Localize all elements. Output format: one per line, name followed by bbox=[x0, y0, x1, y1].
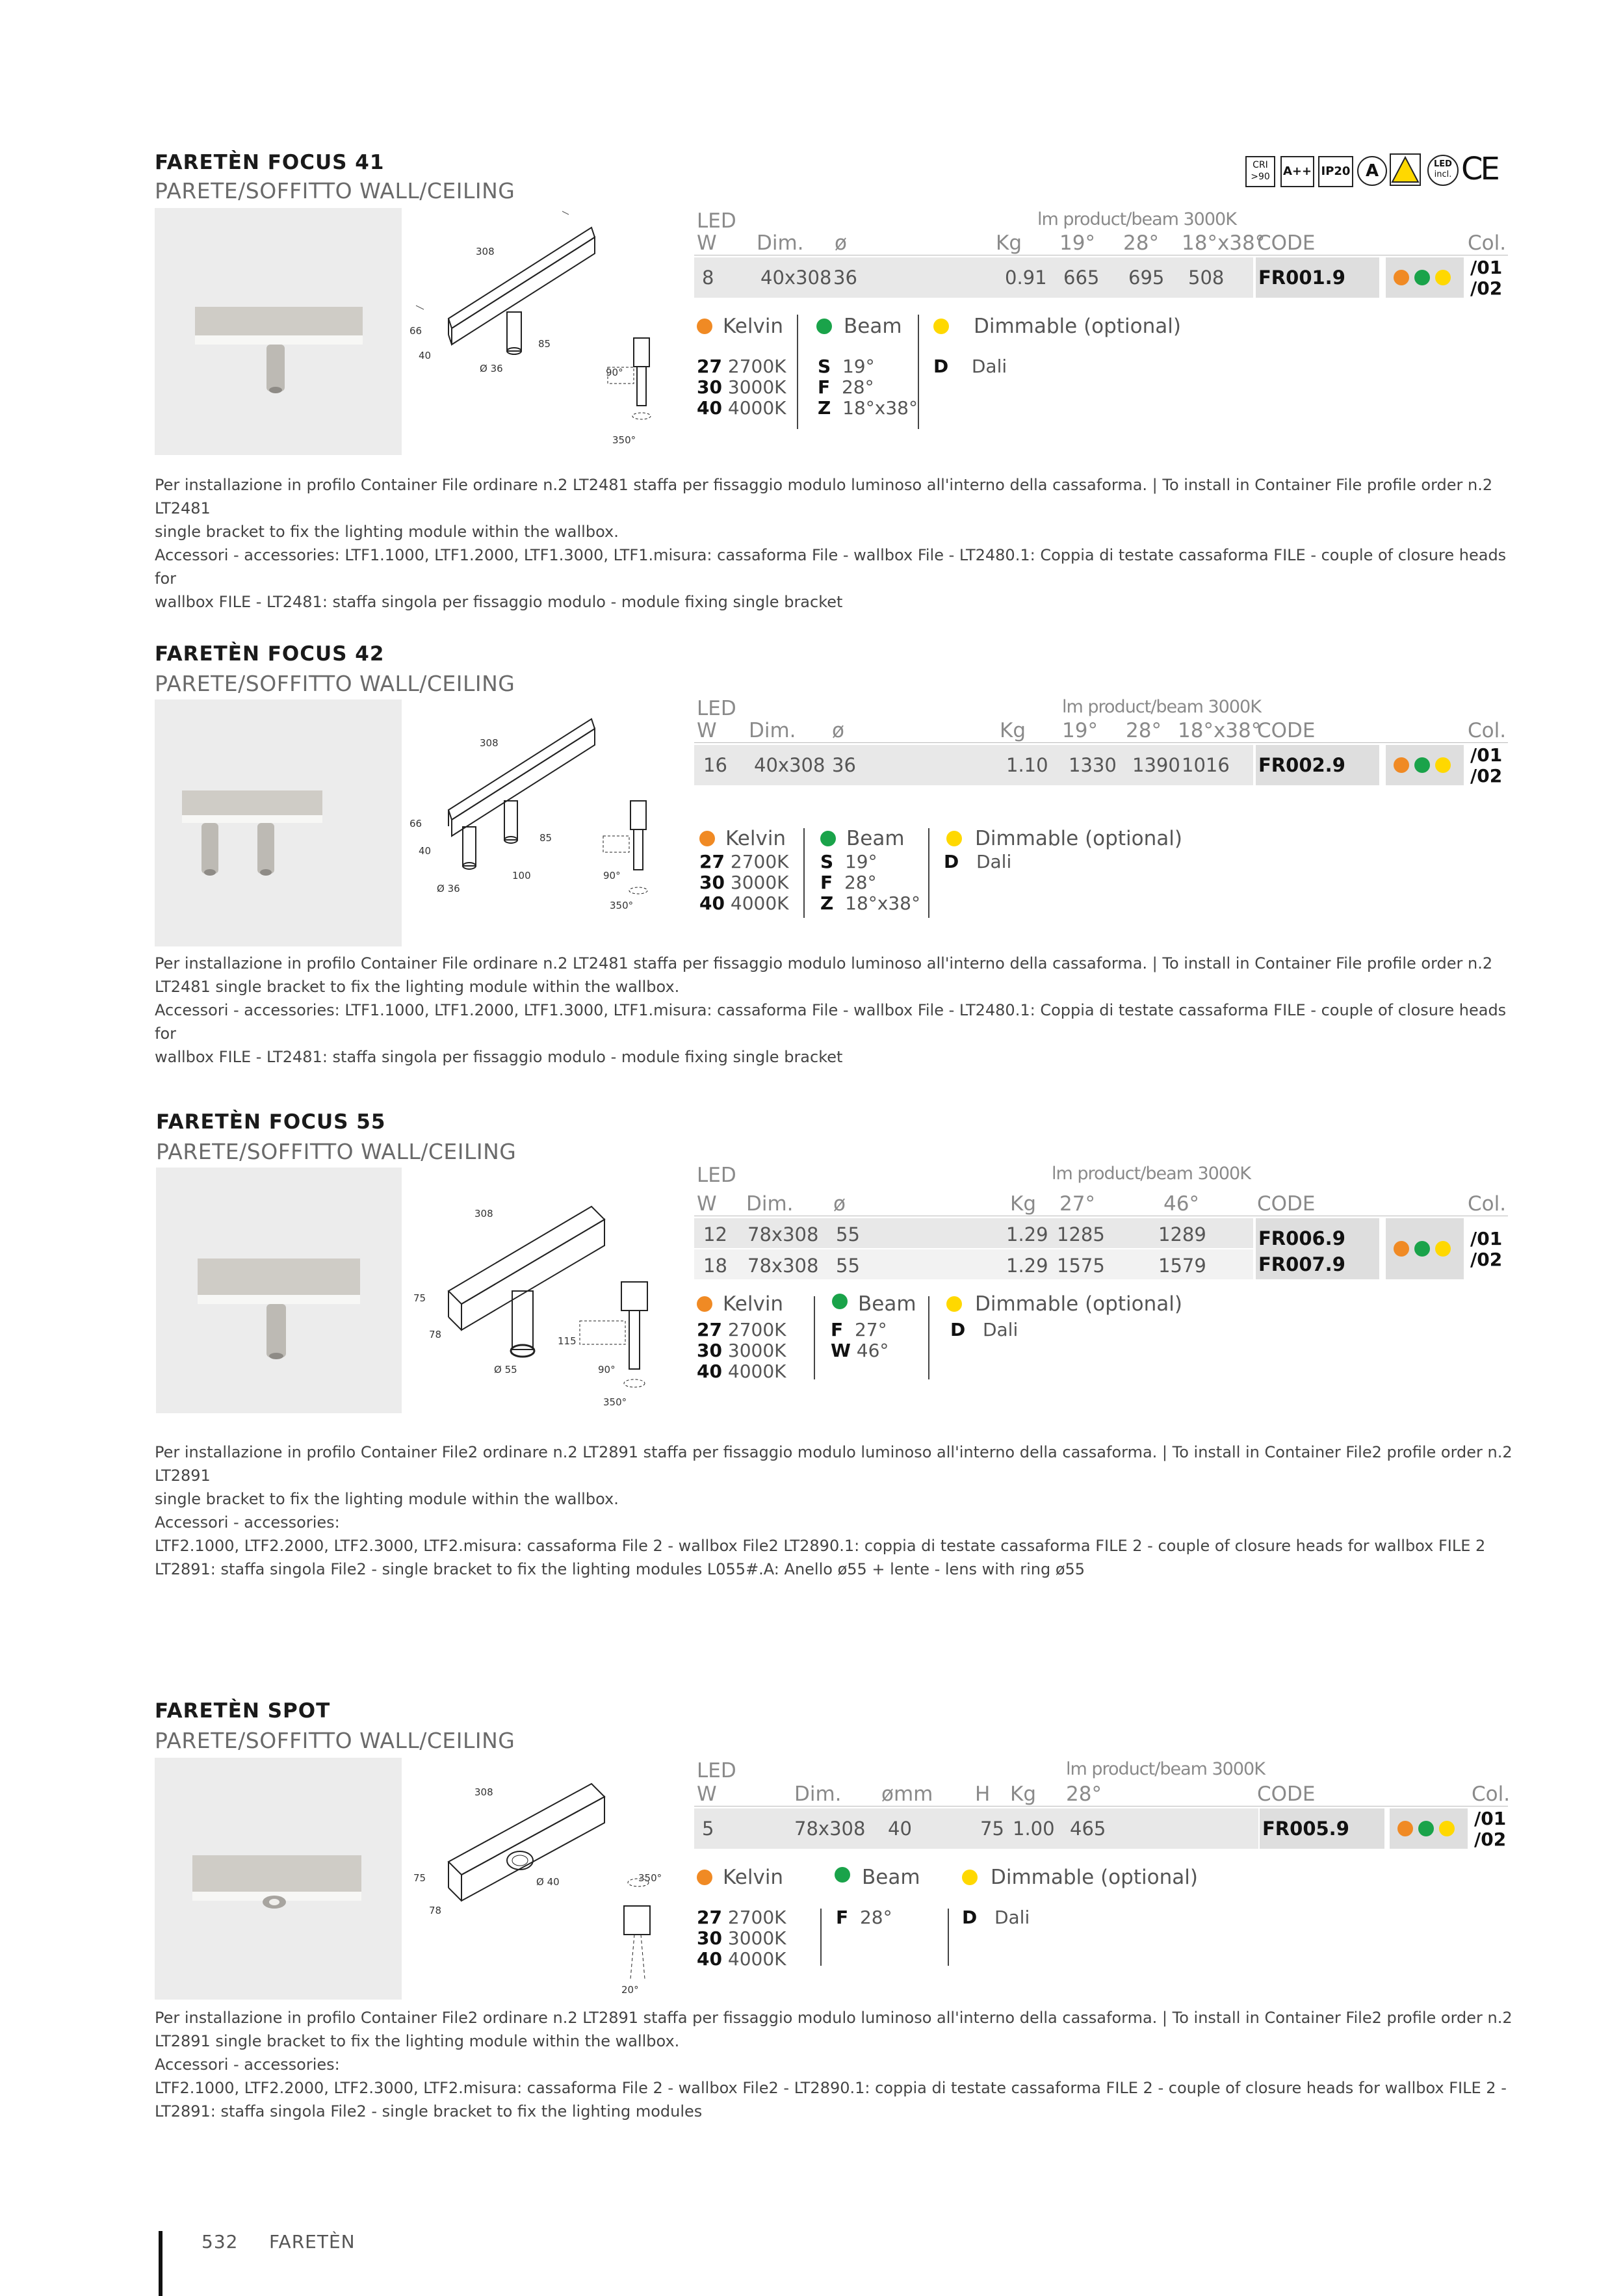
kelvin-option: 30 3000K bbox=[697, 1340, 786, 1361]
dim-depth: 40 bbox=[419, 845, 432, 857]
col-code: CODE bbox=[1257, 1782, 1316, 1806]
energy-class-badge: A++ bbox=[1280, 156, 1314, 187]
dim-rotation: 350° bbox=[610, 900, 634, 911]
cell-lm-2: 695 bbox=[1128, 267, 1165, 289]
yellow-dot bbox=[1435, 757, 1451, 773]
note-line: Accessori - accessories: bbox=[155, 1513, 340, 1532]
col-02: /02 bbox=[1470, 1249, 1503, 1270]
cell-lm-1: 465 bbox=[1070, 1818, 1106, 1840]
beam-option: W 46° bbox=[831, 1340, 889, 1361]
col-diameter: ø bbox=[832, 719, 844, 742]
dim-length: 308 bbox=[480, 737, 499, 749]
yellow-dot bbox=[1439, 1821, 1455, 1836]
kelvin-option: 30 3000K bbox=[697, 1927, 786, 1949]
dim-height: 66 bbox=[409, 325, 422, 337]
col-02: /02 bbox=[1470, 765, 1503, 787]
led-included-icon bbox=[1427, 155, 1459, 186]
note-line: Per installazione in profilo Container File2 ordinare n.2 LT2891 staffa per fissaggio modulo luminoso all'interno della cassaforma. | To install in Container File2 profile order n.2 bbox=[155, 2009, 1513, 2027]
col-w: W bbox=[697, 1192, 717, 1216]
ip-rating-badge: IP20 bbox=[1318, 156, 1353, 187]
cell-lm-1: 1330 bbox=[1069, 754, 1117, 776]
installation-note bbox=[155, 1441, 1520, 1581]
kelvin-option: 40 4000K bbox=[697, 1948, 786, 1970]
col-col: Col. bbox=[1472, 1782, 1511, 1806]
beam-option: S 19° bbox=[818, 356, 875, 377]
col-beam-3: 18°x38° bbox=[1182, 231, 1266, 255]
led-label: LED bbox=[1434, 159, 1452, 169]
note-line: LTF2.1000, LTF2.2000, LTF2.3000, LTF2.misura: cassaforma File 2 - wallbox File2 - LT2890.1: coppia di testate cassaforma FILE 2 - couple of closure heads for wallbox FILE 2 - bbox=[155, 2079, 1507, 2097]
product-render bbox=[155, 208, 402, 455]
dimmable-options bbox=[933, 356, 1007, 377]
dimmable-label: Dimmable (optional) bbox=[991, 1866, 1198, 1889]
dim-length: 308 bbox=[474, 1208, 493, 1220]
dim-tilt: 90° bbox=[603, 870, 621, 881]
note-line: Per installazione in profilo Container File ordinare n.2 LT2481 staffa per fissaggio modulo luminoso all'interno della cassaforma. | To install in Container File profile order n.2 LT2481 bbox=[155, 476, 1493, 517]
technical-drawing bbox=[403, 1758, 676, 2005]
col-diameter: ø bbox=[835, 231, 847, 255]
led-header: LED bbox=[697, 1759, 736, 1782]
led-header: LED bbox=[697, 1164, 736, 1187]
beam-option: F 28° bbox=[820, 872, 877, 893]
dimmable-dot bbox=[962, 1870, 978, 1885]
note-line: single bracket to fix the lighting module within the wallbox. bbox=[155, 523, 619, 541]
dim-spot-height: 115 bbox=[558, 1335, 577, 1347]
dim-depth: 78 bbox=[429, 1905, 442, 1916]
cell-w: 12 bbox=[703, 1223, 727, 1246]
product-subtitle: PARETE/SOFFITTO WALL/CEILING bbox=[156, 1139, 517, 1164]
dim-diameter: Ø 55 bbox=[494, 1364, 517, 1376]
dimmable-option: D Dali bbox=[933, 356, 1007, 377]
col-beam-2: 28° bbox=[1126, 719, 1162, 742]
product-title: FARETÈN SPOT bbox=[155, 1699, 331, 1723]
col-01: /01 bbox=[1470, 257, 1503, 278]
lm-header: lm product/beam 3000K bbox=[1066, 1759, 1265, 1779]
beam-dot bbox=[816, 319, 832, 334]
cell-dim: 40x308 bbox=[760, 267, 832, 289]
col-w: W bbox=[697, 1782, 717, 1806]
dimmable-label: Dimmable (optional) bbox=[974, 315, 1181, 338]
led-header: LED bbox=[697, 697, 736, 720]
col-kg: Kg bbox=[1010, 1782, 1037, 1806]
cell-dim: 78x308 bbox=[794, 1818, 866, 1840]
cell-diameter: 36 bbox=[833, 267, 857, 289]
kelvin-options bbox=[697, 1320, 786, 1382]
col-dim: Dim. bbox=[746, 1192, 794, 1216]
product-subtitle: PARETE/SOFFITTO WALL/CEILING bbox=[155, 671, 515, 696]
col-col: Col. bbox=[1468, 719, 1507, 742]
dimmable-dot bbox=[946, 831, 962, 846]
divider bbox=[803, 828, 805, 918]
green-dot bbox=[1414, 1241, 1430, 1257]
col-01: /01 bbox=[1470, 744, 1503, 766]
table-row bbox=[694, 1808, 1258, 1849]
cell-lm-1: 665 bbox=[1063, 267, 1100, 289]
dim-diameter: Ø 36 bbox=[437, 883, 460, 894]
kelvin-dot bbox=[699, 831, 715, 846]
note-line: Accessori - accessories: bbox=[155, 2055, 340, 2074]
kelvin-dot bbox=[697, 319, 712, 334]
dimmable-option: D Dali bbox=[944, 851, 1012, 872]
col-w: W bbox=[697, 231, 717, 255]
lm-header: lm product/beam 3000K bbox=[1062, 697, 1261, 717]
col-beam-3: 18°x38° bbox=[1178, 719, 1262, 742]
dim-tilt: 90° bbox=[598, 1364, 616, 1376]
col-dim: Dim. bbox=[749, 719, 796, 742]
technical-drawing bbox=[403, 699, 663, 933]
note-line: LT2481 single bracket to fix the lighting module within the wallbox. bbox=[155, 978, 680, 996]
cell-lm-2: 1289 bbox=[1158, 1223, 1206, 1246]
dim-diameter: Ø 40 bbox=[536, 1876, 560, 1888]
note-line: single bracket to fix the lighting module within the wallbox. bbox=[155, 1490, 619, 1508]
beam-label: Beam bbox=[862, 1866, 920, 1889]
beam-label: Beam bbox=[846, 827, 905, 850]
col-kg: Kg bbox=[1010, 1192, 1037, 1216]
product-code: FR002.9 bbox=[1256, 745, 1379, 785]
header-divider bbox=[694, 742, 1508, 743]
cell-w: 5 bbox=[702, 1818, 714, 1840]
divider bbox=[918, 315, 919, 429]
product-render bbox=[155, 1758, 402, 2000]
col-beam-2: 28° bbox=[1123, 231, 1159, 255]
product-photo bbox=[155, 1758, 402, 2000]
beam-option: F 27° bbox=[831, 1319, 887, 1340]
beam-option: F 28° bbox=[836, 1907, 892, 1928]
divider bbox=[948, 1909, 949, 1966]
color-dots bbox=[1386, 745, 1464, 785]
installation-note bbox=[155, 473, 1520, 614]
green-dot bbox=[1414, 270, 1430, 285]
beam-option: Z 18°x38° bbox=[820, 893, 920, 914]
col-01: /01 bbox=[1474, 1808, 1507, 1829]
cell-lm-1: 1285 bbox=[1057, 1223, 1105, 1246]
product-code: FR007.9 bbox=[1258, 1253, 1345, 1275]
dimmable-option: D Dali bbox=[950, 1319, 1019, 1340]
note-line: Per installazione in profilo Container File ordinare n.2 LT2481 staffa per fissaggio modulo luminoso all'interno della cassaforma. | To install in Container File profile order n.2 bbox=[155, 954, 1493, 972]
product-photo bbox=[156, 1168, 402, 1413]
kelvin-dot bbox=[697, 1296, 712, 1312]
dimmable-options bbox=[944, 852, 1011, 872]
beam-dot bbox=[832, 1294, 848, 1309]
dim-length: 308 bbox=[474, 1786, 493, 1798]
section-name: FARETÈN bbox=[269, 2231, 356, 2252]
kelvin-label: Kelvin bbox=[723, 1866, 784, 1889]
col-kg: Kg bbox=[1000, 719, 1026, 742]
beam-options bbox=[820, 852, 920, 914]
dim-depth: 78 bbox=[429, 1329, 442, 1340]
led-header: LED bbox=[697, 209, 736, 233]
col-diameter: ømm bbox=[881, 1782, 933, 1806]
note-line: wallbox FILE - LT2481: staffa singola per fissaggio modulo - module fixing single bracket bbox=[155, 593, 843, 611]
a-circle-icon: A bbox=[1357, 156, 1387, 186]
dim-length: 308 bbox=[476, 246, 495, 257]
lm-header: lm product/beam 3000K bbox=[1052, 1164, 1251, 1184]
cell-w: 16 bbox=[703, 754, 727, 776]
product-code-column bbox=[1256, 1218, 1379, 1279]
orange-dot bbox=[1394, 757, 1409, 773]
note-line: LTF2.1000, LTF2.2000, LTF2.3000, LTF2.misura: cassaforma File 2 - wallbox File2 LT2890.1: coppia di testate cassaforma FILE 2 - couple of closure heads for wallbox FILE 2 bbox=[155, 1537, 1486, 1555]
beam-dot bbox=[835, 1867, 850, 1883]
cell-dim: 78x308 bbox=[747, 1255, 819, 1277]
beam-option: Z 18°x38° bbox=[818, 397, 918, 419]
kelvin-option: 40 4000K bbox=[699, 893, 789, 914]
kelvin-options bbox=[697, 1907, 786, 1970]
cell-kg: 1.29 bbox=[1006, 1255, 1048, 1277]
product-code: FR006.9 bbox=[1258, 1227, 1345, 1249]
kelvin-option: 30 3000K bbox=[697, 376, 786, 398]
cell-dim: 78x308 bbox=[747, 1223, 819, 1246]
led-incl-label: incl. bbox=[1434, 170, 1452, 179]
cell-kg: 1.29 bbox=[1006, 1223, 1048, 1246]
cell-lm-3: 508 bbox=[1188, 267, 1225, 289]
col-w: W bbox=[697, 719, 717, 742]
color-dots bbox=[1386, 257, 1464, 298]
installation-note bbox=[155, 952, 1520, 1069]
cell-lm-2: 1390 bbox=[1132, 754, 1180, 776]
kelvin-options bbox=[699, 852, 789, 914]
beam-label: Beam bbox=[844, 315, 902, 338]
cell-diameter: 55 bbox=[836, 1223, 860, 1246]
dimmable-dot bbox=[933, 319, 949, 334]
product-photo bbox=[155, 208, 402, 455]
col-col: Col. bbox=[1468, 1192, 1507, 1216]
note-line: Accessori - accessories: LTF1.1000, LTF1.2000, LTF1.3000, LTF1.misura: cassaforma File - wallbox File - LT2480.1: Coppia di testate cassaforma FILE - couple of closure heads for bbox=[155, 546, 1507, 588]
col-dim: Dim. bbox=[757, 231, 804, 255]
cell-kg: 0.91 bbox=[1005, 267, 1047, 289]
cell-dim: 40x308 bbox=[754, 754, 825, 776]
product-title: FARETÈN FOCUS 55 bbox=[156, 1110, 386, 1134]
dimmable-options bbox=[950, 1320, 1018, 1340]
note-line: Per installazione in profilo Container File2 ordinare n.2 LT2891 staffa per fissaggio modulo luminoso all'interno della cassaforma. | To install in Container File2 profile order n.2 LT2891 bbox=[155, 1443, 1513, 1485]
technical-drawing bbox=[403, 1168, 663, 1415]
orange-dot bbox=[1397, 1821, 1413, 1836]
note-line: wallbox FILE - LT2481: staffa singola per fissaggio modulo - module fixing single bracket bbox=[155, 1048, 843, 1066]
color-dots bbox=[1386, 1218, 1464, 1279]
col-01: /01 bbox=[1470, 1228, 1503, 1249]
orange-dot bbox=[1394, 1241, 1409, 1257]
col-beam-1: 27° bbox=[1059, 1192, 1095, 1216]
kelvin-dot bbox=[697, 1870, 712, 1885]
dim-rotation: 350° bbox=[612, 434, 636, 446]
cell-lm-1: 1575 bbox=[1057, 1255, 1105, 1277]
green-dot bbox=[1414, 757, 1430, 773]
kelvin-option: 27 2700K bbox=[697, 1319, 786, 1340]
col-dim: Dim. bbox=[794, 1782, 842, 1806]
beam-option: F 28° bbox=[818, 376, 874, 398]
divider bbox=[928, 828, 929, 918]
dim-spot-height: 85 bbox=[538, 338, 551, 350]
product-code: FR001.9 bbox=[1256, 257, 1379, 298]
yellow-dot bbox=[1435, 270, 1451, 285]
product-photo bbox=[155, 699, 402, 946]
dimmable-option: D Dali bbox=[962, 1907, 1030, 1928]
kelvin-option: 30 3000K bbox=[699, 872, 789, 893]
cell-kg: 1.10 bbox=[1006, 754, 1048, 776]
ce-mark: CE bbox=[1461, 151, 1498, 187]
footer-bar bbox=[159, 2231, 162, 2296]
col-beam-2: 46° bbox=[1163, 1192, 1199, 1216]
kelvin-option: 27 2700K bbox=[697, 1907, 786, 1928]
lm-header: lm product/beam 3000K bbox=[1037, 209, 1236, 229]
dimmable-label: Dimmable (optional) bbox=[975, 1292, 1182, 1316]
cri-value: >90 bbox=[1251, 172, 1270, 182]
product-code: FR005.9 bbox=[1260, 1808, 1384, 1849]
cri-label: CRI bbox=[1253, 160, 1268, 170]
col-beam-1: 28° bbox=[1066, 1782, 1102, 1806]
beam-dot bbox=[820, 831, 836, 846]
cell-h: 75 bbox=[980, 1818, 1004, 1840]
dim-depth: 40 bbox=[419, 350, 432, 361]
col-col: Col. bbox=[1468, 231, 1507, 255]
color-dots bbox=[1390, 1808, 1468, 1849]
col-02: /02 bbox=[1470, 278, 1503, 299]
col-code: CODE bbox=[1257, 719, 1316, 742]
note-line: Accessori - accessories: LTF1.1000, LTF1.2000, LTF1.3000, LTF1.misura: cassaforma File - wallbox File - LT2480.1: Coppia di testate cassaforma FILE - couple of closure heads for bbox=[155, 1001, 1507, 1043]
technical-drawing bbox=[403, 208, 663, 455]
note-line: LT2891: staffa singola File2 - single bracket to fix the lighting modules bbox=[155, 2102, 703, 2120]
kelvin-label: Kelvin bbox=[725, 827, 786, 850]
dimmable-dot bbox=[946, 1296, 962, 1312]
dim-diameter: Ø 36 bbox=[480, 363, 503, 374]
dimmable-options bbox=[962, 1907, 1030, 1928]
col-code: CODE bbox=[1257, 231, 1316, 255]
divider bbox=[797, 315, 798, 429]
divider bbox=[814, 1296, 815, 1379]
product-subtitle: PARETE/SOFFITTO WALL/CEILING bbox=[155, 1728, 515, 1753]
dim-rotation: 350° bbox=[603, 1396, 627, 1408]
kelvin-option: 40 4000K bbox=[697, 1361, 786, 1382]
cell-lm-2: 1579 bbox=[1158, 1255, 1206, 1277]
warning-triangle-icon bbox=[1390, 153, 1421, 186]
dim-spacing: 100 bbox=[512, 870, 531, 881]
note-line: LT2891: staffa singola File2 - single bracket to fix the lighting modules L055#.A: Anello ø55 + lente - lens with ring ø55 bbox=[155, 1560, 1085, 1578]
col-diameter: ø bbox=[833, 1192, 846, 1216]
kelvin-label: Kelvin bbox=[723, 315, 784, 338]
beam-option: S 19° bbox=[820, 851, 877, 872]
cell-diameter: 40 bbox=[888, 1818, 912, 1840]
dim-height: 75 bbox=[413, 1292, 426, 1304]
product-subtitle: PARETE/SOFFITTO WALL/CEILING bbox=[155, 178, 515, 203]
col-code: CODE bbox=[1257, 1192, 1316, 1216]
kelvin-option: 27 2700K bbox=[697, 356, 786, 377]
col-h: H bbox=[975, 1782, 991, 1806]
col-kg: Kg bbox=[996, 231, 1022, 255]
divider bbox=[928, 1296, 929, 1379]
cell-lm-3: 1016 bbox=[1182, 754, 1230, 776]
dim-tilt: 90° bbox=[606, 367, 623, 378]
col-beam-1: 19° bbox=[1059, 231, 1095, 255]
beam-options bbox=[818, 356, 918, 419]
cell-w: 8 bbox=[702, 267, 714, 289]
orange-dot bbox=[1394, 270, 1409, 285]
dimmable-label: Dimmable (optional) bbox=[975, 827, 1182, 850]
header-divider bbox=[694, 1806, 1508, 1807]
product-render bbox=[156, 1168, 402, 1413]
dim-spot-height: 85 bbox=[539, 832, 552, 844]
installation-note bbox=[155, 2006, 1520, 2123]
beam-label: Beam bbox=[858, 1292, 916, 1316]
kelvin-options bbox=[697, 356, 786, 419]
kelvin-option: 27 2700K bbox=[699, 851, 789, 872]
note-line: LT2891 single bracket to fix the lighting module within the wallbox. bbox=[155, 2032, 680, 2050]
col-02: /02 bbox=[1474, 1829, 1507, 1850]
dim-height: 66 bbox=[409, 818, 422, 829]
dim-tilt: 20° bbox=[621, 1984, 639, 1996]
cell-diameter: 55 bbox=[836, 1255, 860, 1277]
cri-badge bbox=[1245, 156, 1275, 187]
page-number: 532 bbox=[201, 2231, 239, 2252]
cell-w: 18 bbox=[703, 1255, 727, 1277]
dim-height: 75 bbox=[413, 1872, 426, 1884]
cell-diameter: 36 bbox=[832, 754, 856, 776]
beam-options bbox=[831, 1320, 889, 1361]
beam-options bbox=[836, 1907, 892, 1928]
col-beam-1: 19° bbox=[1062, 719, 1098, 742]
cell-kg: 1.00 bbox=[1013, 1818, 1055, 1840]
product-title: FARETÈN FOCUS 42 bbox=[155, 642, 385, 666]
kelvin-option: 40 4000K bbox=[697, 397, 786, 419]
dim-rotation: 350° bbox=[638, 1872, 662, 1884]
product-title: FARETÈN FOCUS 41 bbox=[155, 151, 385, 174]
kelvin-label: Kelvin bbox=[723, 1292, 784, 1316]
yellow-dot bbox=[1435, 1241, 1451, 1257]
divider bbox=[820, 1909, 822, 1966]
product-render bbox=[155, 699, 402, 946]
green-dot bbox=[1418, 1821, 1434, 1836]
